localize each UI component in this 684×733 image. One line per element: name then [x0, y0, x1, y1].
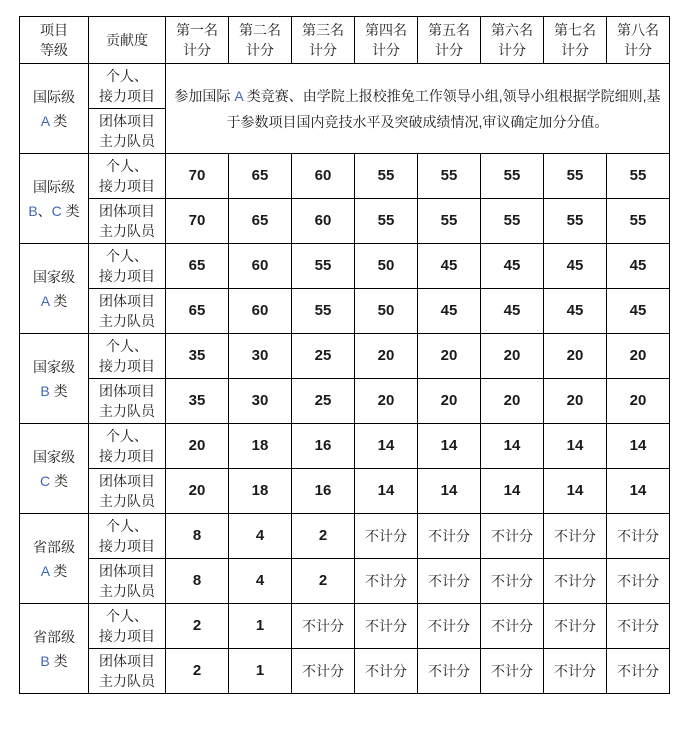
score-cell: 70 [166, 154, 229, 199]
score-cell: 不计分 [607, 514, 670, 559]
score-cell: 55 [418, 199, 481, 244]
score-cell: 65 [166, 244, 229, 289]
level-cell [20, 154, 89, 244]
score-cell: 不计分 [481, 559, 544, 604]
score-cell: 不计分 [607, 649, 670, 694]
score-cell: 45 [607, 244, 670, 289]
contribution-line2: 主力队员 [99, 403, 155, 419]
table-row [20, 469, 670, 514]
score-cell: 45 [481, 289, 544, 334]
score-cell: 20 [418, 379, 481, 424]
header-row [20, 17, 670, 64]
score-cell: 20 [355, 334, 418, 379]
contribution-cell [89, 244, 166, 289]
contribution-line1: 个人、 [106, 428, 148, 444]
table-row [20, 424, 670, 469]
score-cell: 45 [544, 244, 607, 289]
level-line1: 国家级 [33, 448, 75, 465]
score-cell: 20 [418, 334, 481, 379]
header-rank-name: 第五名 [428, 22, 470, 38]
header-project-level-line2: 等级 [40, 42, 68, 58]
contribution-line1: 个人、 [106, 158, 148, 174]
table-row [20, 64, 670, 109]
level-line1: 国际级 [33, 178, 75, 195]
score-cell: 55 [607, 199, 670, 244]
score-cell: 2 [292, 514, 355, 559]
contribution-cell [89, 64, 166, 109]
contribution-cell [89, 199, 166, 244]
header-project-level-line1: 项目 [40, 22, 68, 38]
score-cell: 30 [229, 334, 292, 379]
score-cell: 2 [166, 649, 229, 694]
score-cell: 20 [166, 469, 229, 514]
contribution-line1: 团体项目 [99, 293, 155, 309]
score-cell: 55 [292, 244, 355, 289]
score-cell: 不计分 [544, 604, 607, 649]
header-rank-name: 第三名 [302, 22, 344, 38]
contribution-line2: 主力队员 [99, 223, 155, 239]
header-rank-cell [166, 17, 229, 64]
score-cell: 16 [292, 424, 355, 469]
level-cell [20, 514, 89, 604]
contribution-line2: 接力项目 [99, 268, 155, 284]
header-rank-name: 第八名 [617, 22, 659, 38]
contribution-line2: 接力项目 [99, 538, 155, 554]
score-cell: 20 [481, 379, 544, 424]
table-row [20, 379, 670, 424]
contribution-cell [89, 469, 166, 514]
competition-score-table [19, 16, 670, 694]
header-rank-name: 第七名 [554, 22, 596, 38]
header-score-suffix: 计分 [372, 42, 400, 58]
level-line1: 省部级 [33, 628, 75, 645]
score-cell: 不计分 [544, 514, 607, 559]
score-cell: 25 [292, 334, 355, 379]
score-cell: 不计分 [418, 559, 481, 604]
note-cell: 参加国际 A 类竞赛、由学院上报校推免工作领导小组,领导小组根据学院细则,基于参数项目国内竞技水平及突破成绩情况,审议确定加分分值。 [166, 64, 670, 154]
level-line2: B 类 [40, 652, 68, 669]
score-cell: 65 [229, 199, 292, 244]
level-cell [20, 424, 89, 514]
score-cell: 1 [229, 604, 292, 649]
header-rank-cell [481, 17, 544, 64]
score-cell: 不计分 [544, 649, 607, 694]
score-cell: 45 [481, 244, 544, 289]
score-cell: 60 [229, 289, 292, 334]
score-cell: 45 [418, 289, 481, 334]
contribution-line1: 团体项目 [99, 563, 155, 579]
table-row [20, 559, 670, 604]
score-cell: 45 [607, 289, 670, 334]
header-rank-name: 第一名 [176, 22, 218, 38]
header-score-suffix: 计分 [498, 42, 526, 58]
table-row [20, 514, 670, 559]
header-score-suffix: 计分 [624, 42, 652, 58]
table-row [20, 334, 670, 379]
level-cell [20, 334, 89, 424]
score-cell: 60 [292, 199, 355, 244]
level-line2: A 类 [40, 292, 68, 309]
score-cell: 1 [229, 649, 292, 694]
score-cell: 16 [292, 469, 355, 514]
table-row [20, 604, 670, 649]
score-cell: 35 [166, 334, 229, 379]
contribution-cell [89, 334, 166, 379]
score-cell: 14 [418, 469, 481, 514]
score-cell: 20 [355, 379, 418, 424]
score-cell: 14 [544, 424, 607, 469]
header-rank-cell [607, 17, 670, 64]
score-cell: 14 [355, 469, 418, 514]
score-cell: 2 [166, 604, 229, 649]
score-cell: 不计分 [607, 604, 670, 649]
contribution-cell [89, 514, 166, 559]
contribution-line2: 接力项目 [99, 448, 155, 464]
score-cell: 35 [166, 379, 229, 424]
level-cell [20, 604, 89, 694]
score-cell: 4 [229, 559, 292, 604]
score-cell: 55 [418, 154, 481, 199]
score-cell: 不计分 [355, 649, 418, 694]
contribution-line2: 主力队员 [99, 673, 155, 689]
contribution-line2: 接力项目 [99, 358, 155, 374]
score-cell: 55 [544, 154, 607, 199]
score-cell: 70 [166, 199, 229, 244]
contribution-cell [89, 289, 166, 334]
score-cell: 14 [481, 424, 544, 469]
header-contribution: 贡献度 [89, 17, 166, 64]
score-cell: 65 [229, 154, 292, 199]
score-cell: 55 [544, 199, 607, 244]
header-rank-cell [544, 17, 607, 64]
header-rank-name: 第六名 [491, 22, 533, 38]
score-cell: 20 [544, 379, 607, 424]
score-cell: 8 [166, 514, 229, 559]
score-cell: 不计分 [355, 559, 418, 604]
score-cell: 不计分 [355, 604, 418, 649]
level-line2: A 类 [40, 112, 68, 129]
score-cell: 不计分 [481, 604, 544, 649]
score-cell: 20 [607, 379, 670, 424]
level-line2: C 类 [39, 472, 68, 489]
level-line2: B、C 类 [28, 202, 80, 219]
score-cell: 18 [229, 469, 292, 514]
contribution-line1: 个人、 [106, 338, 148, 354]
score-cell: 14 [607, 424, 670, 469]
table-row [20, 289, 670, 334]
level-line1: 国家级 [33, 358, 75, 375]
score-cell: 65 [166, 289, 229, 334]
contribution-cell [89, 604, 166, 649]
score-cell: 55 [292, 289, 355, 334]
level-line1: 省部级 [33, 538, 75, 555]
level-cell [20, 64, 89, 154]
contribution-cell [89, 424, 166, 469]
score-cell: 不计分 [607, 559, 670, 604]
contribution-line1: 个人、 [106, 248, 148, 264]
score-cell: 20 [544, 334, 607, 379]
contribution-cell [89, 559, 166, 604]
contribution-line2: 主力队员 [99, 133, 155, 149]
contribution-line2: 主力队员 [99, 313, 155, 329]
contribution-line1: 团体项目 [99, 203, 155, 219]
score-cell: 55 [355, 199, 418, 244]
contribution-line1: 团体项目 [99, 473, 155, 489]
score-cell: 20 [166, 424, 229, 469]
score-cell: 30 [229, 379, 292, 424]
table-row [20, 649, 670, 694]
score-cell: 14 [607, 469, 670, 514]
header-rank-cell [418, 17, 481, 64]
score-cell: 14 [544, 469, 607, 514]
score-cell: 不计分 [355, 514, 418, 559]
score-cell: 55 [481, 199, 544, 244]
score-cell: 25 [292, 379, 355, 424]
score-cell: 不计分 [292, 649, 355, 694]
header-score-suffix: 计分 [183, 42, 211, 58]
header-score-suffix: 计分 [435, 42, 463, 58]
table-row [20, 199, 670, 244]
header-rank-name: 第二名 [239, 22, 281, 38]
score-cell: 14 [481, 469, 544, 514]
table-row [20, 244, 670, 289]
header-score-suffix: 计分 [309, 42, 337, 58]
score-cell: 20 [607, 334, 670, 379]
header-rank-name: 第四名 [365, 22, 407, 38]
score-cell: 60 [229, 244, 292, 289]
contribution-line1: 团体项目 [99, 113, 155, 129]
score-cell: 14 [355, 424, 418, 469]
contribution-line2: 主力队员 [99, 493, 155, 509]
score-cell: 不计分 [418, 514, 481, 559]
contribution-line2: 接力项目 [99, 88, 155, 104]
score-cell: 45 [544, 289, 607, 334]
contribution-line1: 个人、 [106, 68, 148, 84]
contribution-cell [89, 109, 166, 154]
header-rank-cell [292, 17, 355, 64]
score-cell: 18 [229, 424, 292, 469]
contribution-line1: 团体项目 [99, 383, 155, 399]
score-cell: 不计分 [292, 604, 355, 649]
header-project-level [20, 17, 89, 64]
contribution-line1: 个人、 [106, 518, 148, 534]
score-cell: 不计分 [418, 649, 481, 694]
score-cell: 50 [355, 289, 418, 334]
score-cell: 14 [418, 424, 481, 469]
score-cell: 不计分 [481, 649, 544, 694]
score-cell: 4 [229, 514, 292, 559]
contribution-cell [89, 379, 166, 424]
table-row [20, 154, 670, 199]
score-cell: 不计分 [544, 559, 607, 604]
header-score-suffix: 计分 [561, 42, 589, 58]
level-line2: A 类 [40, 562, 68, 579]
level-line2: B 类 [40, 382, 68, 399]
header-rank-cell [229, 17, 292, 64]
score-cell: 45 [418, 244, 481, 289]
level-line1: 国家级 [33, 268, 75, 285]
contribution-cell [89, 154, 166, 199]
score-cell: 不计分 [418, 604, 481, 649]
score-cell: 50 [355, 244, 418, 289]
contribution-line2: 主力队员 [99, 583, 155, 599]
header-score-suffix: 计分 [246, 42, 274, 58]
header-rank-cell [355, 17, 418, 64]
score-cell: 55 [607, 154, 670, 199]
contribution-line2: 接力项目 [99, 178, 155, 194]
score-cell: 8 [166, 559, 229, 604]
level-line1: 国际级 [33, 88, 75, 105]
score-cell: 2 [292, 559, 355, 604]
contribution-line1: 个人、 [106, 608, 148, 624]
score-cell: 20 [481, 334, 544, 379]
contribution-line2: 接力项目 [99, 628, 155, 644]
contribution-cell [89, 649, 166, 694]
score-cell: 55 [355, 154, 418, 199]
score-cell: 不计分 [481, 514, 544, 559]
level-cell [20, 244, 89, 334]
score-cell: 55 [481, 154, 544, 199]
contribution-line1: 团体项目 [99, 653, 155, 669]
score-cell: 60 [292, 154, 355, 199]
